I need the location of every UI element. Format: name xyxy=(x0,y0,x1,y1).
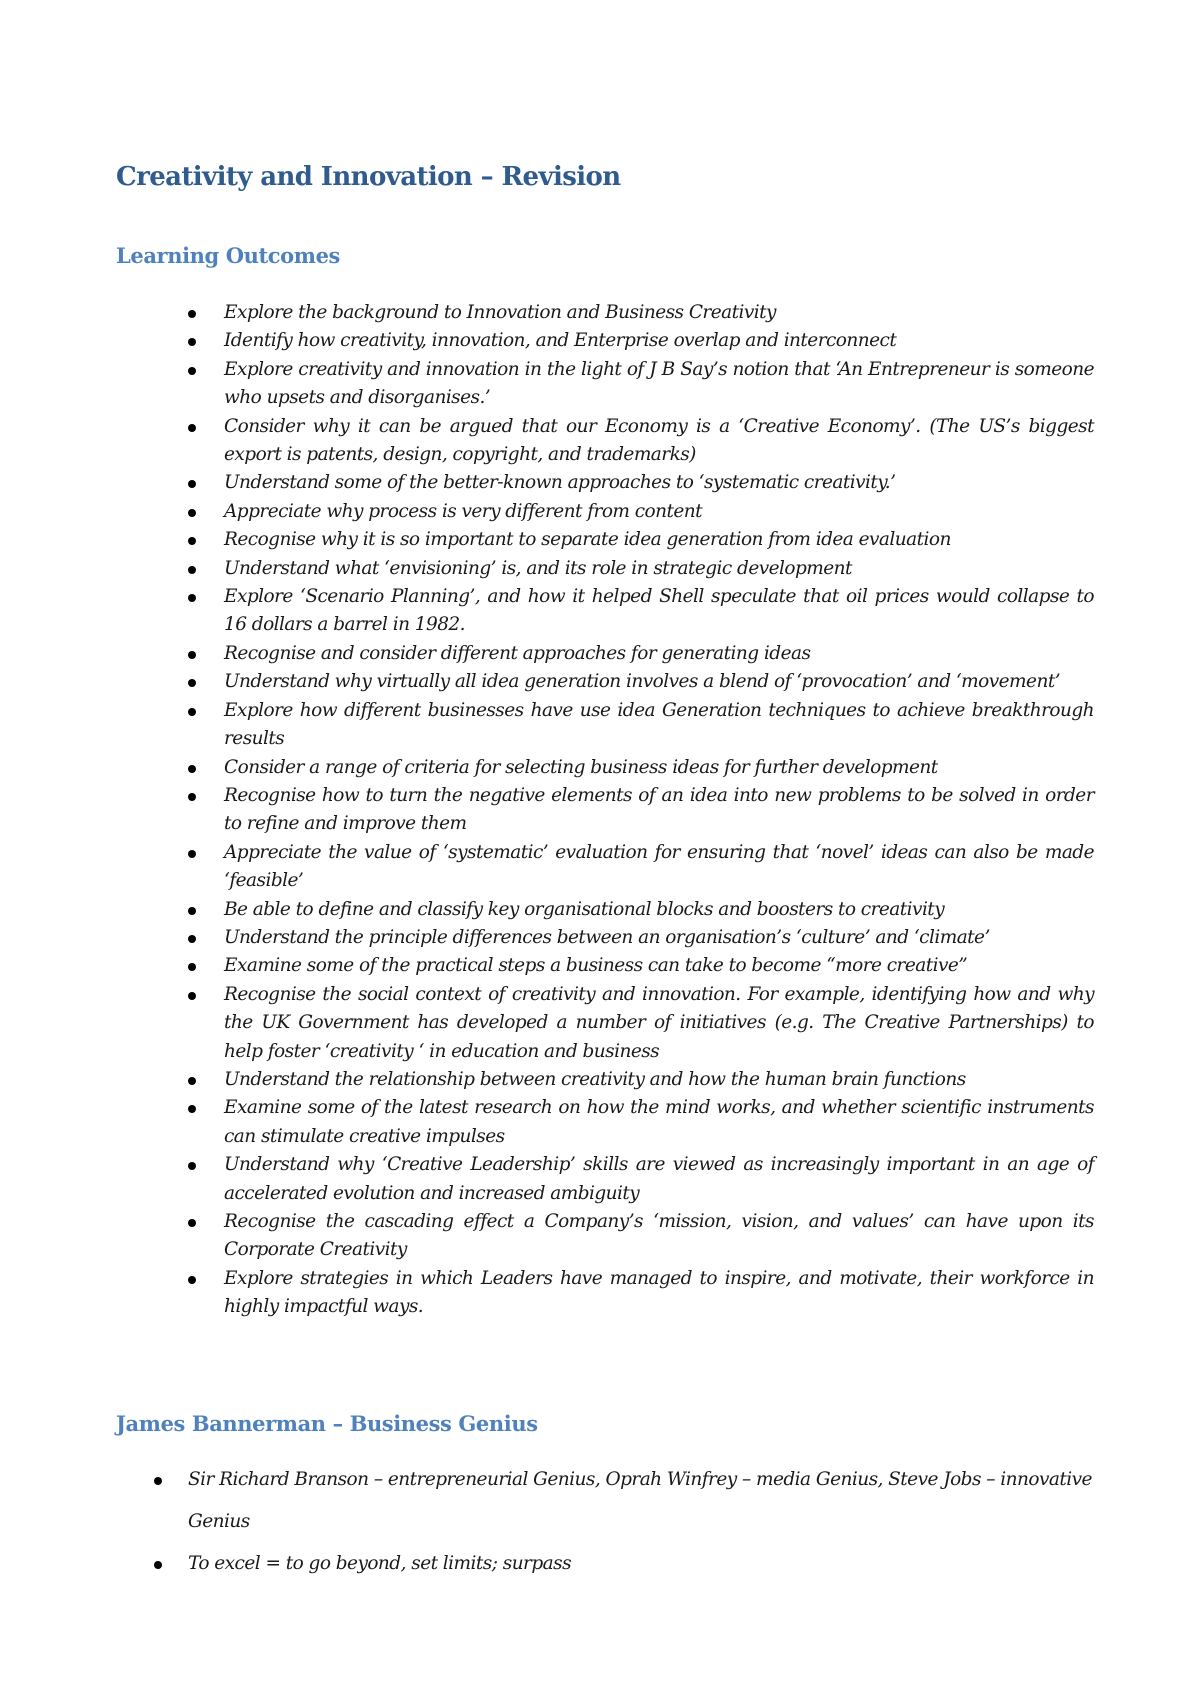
bullet-icon xyxy=(188,850,196,858)
list-item xyxy=(224,1094,1094,1151)
list-item xyxy=(224,299,1094,327)
list-item-text: Understand why virtually all idea generation involves a blend of ‘provocation’ and ‘movement’ xyxy=(224,671,1061,693)
list-item-text: Appreciate the value of ‘systematic’ evaluation for ensuring that ‘novel’ ideas can also be made ‘feasible’ xyxy=(224,841,1094,892)
list-item xyxy=(224,1208,1094,1265)
list-item-text: Recognise the social context of creativity and innovation. For example, identifying how and why the UK Government has developed a number of initiatives (e.g. The Creative Partnerships) to help foster ‘creativity ‘ in education and business xyxy=(224,983,1094,1062)
list-item xyxy=(224,754,1094,782)
bullet-icon xyxy=(188,765,196,773)
bullet-icon xyxy=(188,1276,196,1284)
bullet-icon xyxy=(188,1105,196,1113)
list-item-text: Recognise and consider different approaches for generating ideas xyxy=(224,642,811,664)
bullet-icon xyxy=(188,310,196,318)
bullet-icon xyxy=(188,651,196,659)
list-item xyxy=(224,1066,1094,1094)
list-item-text: Recognise why it is so important to separate idea generation from idea evaluation xyxy=(224,529,951,551)
list-item-text: Examine some of the practical steps a business can take to become “more creative” xyxy=(224,955,968,977)
page-title: Creativity and Innovation – Revision xyxy=(116,162,621,192)
list-item-text: Identify how creativity, innovation, and Enterprise overlap and interconnect xyxy=(224,330,897,352)
list-item xyxy=(224,952,1094,980)
list-item-text: Understand some of the better-known approaches to ‘systematic creativity.’ xyxy=(224,472,896,494)
list-item xyxy=(224,356,1094,413)
list-item-text: Consider a range of criteria for selecting business ideas for further development xyxy=(224,756,938,778)
bullet-icon xyxy=(154,1561,162,1569)
list-item-text: Understand the principle differences between an organisation’s ‘culture’ and ‘climate’ xyxy=(224,926,990,948)
list-item xyxy=(224,526,1094,554)
bullet-icon xyxy=(188,566,196,574)
list-item xyxy=(188,1459,1094,1543)
list-item xyxy=(224,469,1094,497)
bullet-icon xyxy=(188,1077,196,1085)
list-item-text: To excel = to go beyond, set limits; surpass xyxy=(188,1553,572,1574)
bullet-icon xyxy=(188,679,196,687)
list-item-text: Understand the relationship between creativity and how the human brain functions xyxy=(224,1068,966,1090)
bullet-icon xyxy=(188,594,196,602)
business-genius-list xyxy=(188,1459,1094,1585)
list-item xyxy=(224,697,1094,754)
list-item xyxy=(224,924,1094,952)
bullet-icon xyxy=(154,1477,162,1485)
bullet-icon xyxy=(188,1219,196,1227)
learning-outcomes-heading: Learning Outcomes xyxy=(116,243,340,268)
list-item xyxy=(224,413,1094,470)
list-item xyxy=(224,327,1094,355)
bullet-icon xyxy=(188,424,196,432)
list-item xyxy=(224,555,1094,583)
list-item xyxy=(224,782,1094,839)
bullet-icon xyxy=(188,537,196,545)
list-item-text: Be able to define and classify key organisational blocks and boosters to creativity xyxy=(224,898,945,920)
list-item xyxy=(188,1543,1094,1585)
list-item-text: Consider why it can be argued that our Economy is a ‘Creative Economy’. (The US’s biggest export is patents, design, copyright, and trademarks) xyxy=(224,415,1094,466)
bullet-icon xyxy=(188,992,196,1000)
list-item xyxy=(224,1151,1094,1208)
business-genius-heading: James Bannerman – Business Genius xyxy=(116,1411,538,1436)
list-item-text: Understand why ‘Creative Leadership’ skills are viewed as increasingly important in an age of accelerated evolution and increased ambiguity xyxy=(224,1154,1094,1204)
list-item-text: Recognise how to turn the negative elements of an idea into new problems to be solved in order to refine and improve them xyxy=(224,784,1094,835)
bullet-icon xyxy=(188,509,196,517)
list-item xyxy=(224,981,1094,1066)
list-item-text: Explore strategies in which Leaders have managed to inspire, and motivate, their workforce in highly impactful ways. xyxy=(224,1267,1094,1318)
list-item xyxy=(224,896,1094,924)
list-item xyxy=(224,839,1094,896)
list-item-text: Explore ‘Scenario Planning’, and how it helped Shell speculate that oil prices would collapse to 16 dollars a barrel in 1982. xyxy=(224,586,1094,636)
list-item-text: Explore creativity and innovation in the light of J B Say’s notion that ‘An Entrepreneur is someone who upsets and disorganises.’ xyxy=(224,358,1094,409)
bullet-icon xyxy=(188,907,196,915)
list-item-text: Sir Richard Branson – entrepreneurial Genius, Oprah Winfrey – media Genius, Steve Jobs – innovative Genius xyxy=(188,1469,1092,1532)
bullet-icon xyxy=(188,935,196,943)
bullet-icon xyxy=(188,338,196,346)
list-item xyxy=(224,1265,1094,1322)
list-item-text: Appreciate why process is very different from content xyxy=(224,500,703,522)
list-item-text: Understand what ‘envisioning’ is, and its role in strategic development xyxy=(224,557,852,579)
list-item-text: Explore how different businesses have use idea Generation techniques to achieve breakthrough results xyxy=(224,699,1094,750)
list-item xyxy=(224,640,1094,668)
bullet-icon xyxy=(188,480,196,488)
list-item-text: Recognise the cascading effect a Company’s ‘mission, vision, and values’ can have upon its Corporate Creativity xyxy=(224,1211,1094,1261)
list-item xyxy=(224,668,1094,696)
bullet-icon xyxy=(188,1162,196,1170)
list-item xyxy=(224,498,1094,526)
bullet-icon xyxy=(188,793,196,801)
list-item-text: Examine some of the latest research on how the mind works, and whether scientific instruments can stimulate creative impulses xyxy=(224,1097,1094,1147)
list-item xyxy=(224,583,1094,640)
bullet-icon xyxy=(188,963,196,971)
bullet-icon xyxy=(188,708,196,716)
learning-outcomes-list xyxy=(224,299,1094,1322)
bullet-icon xyxy=(188,367,196,375)
list-item-text: Explore the background to Innovation and Business Creativity xyxy=(224,302,776,323)
